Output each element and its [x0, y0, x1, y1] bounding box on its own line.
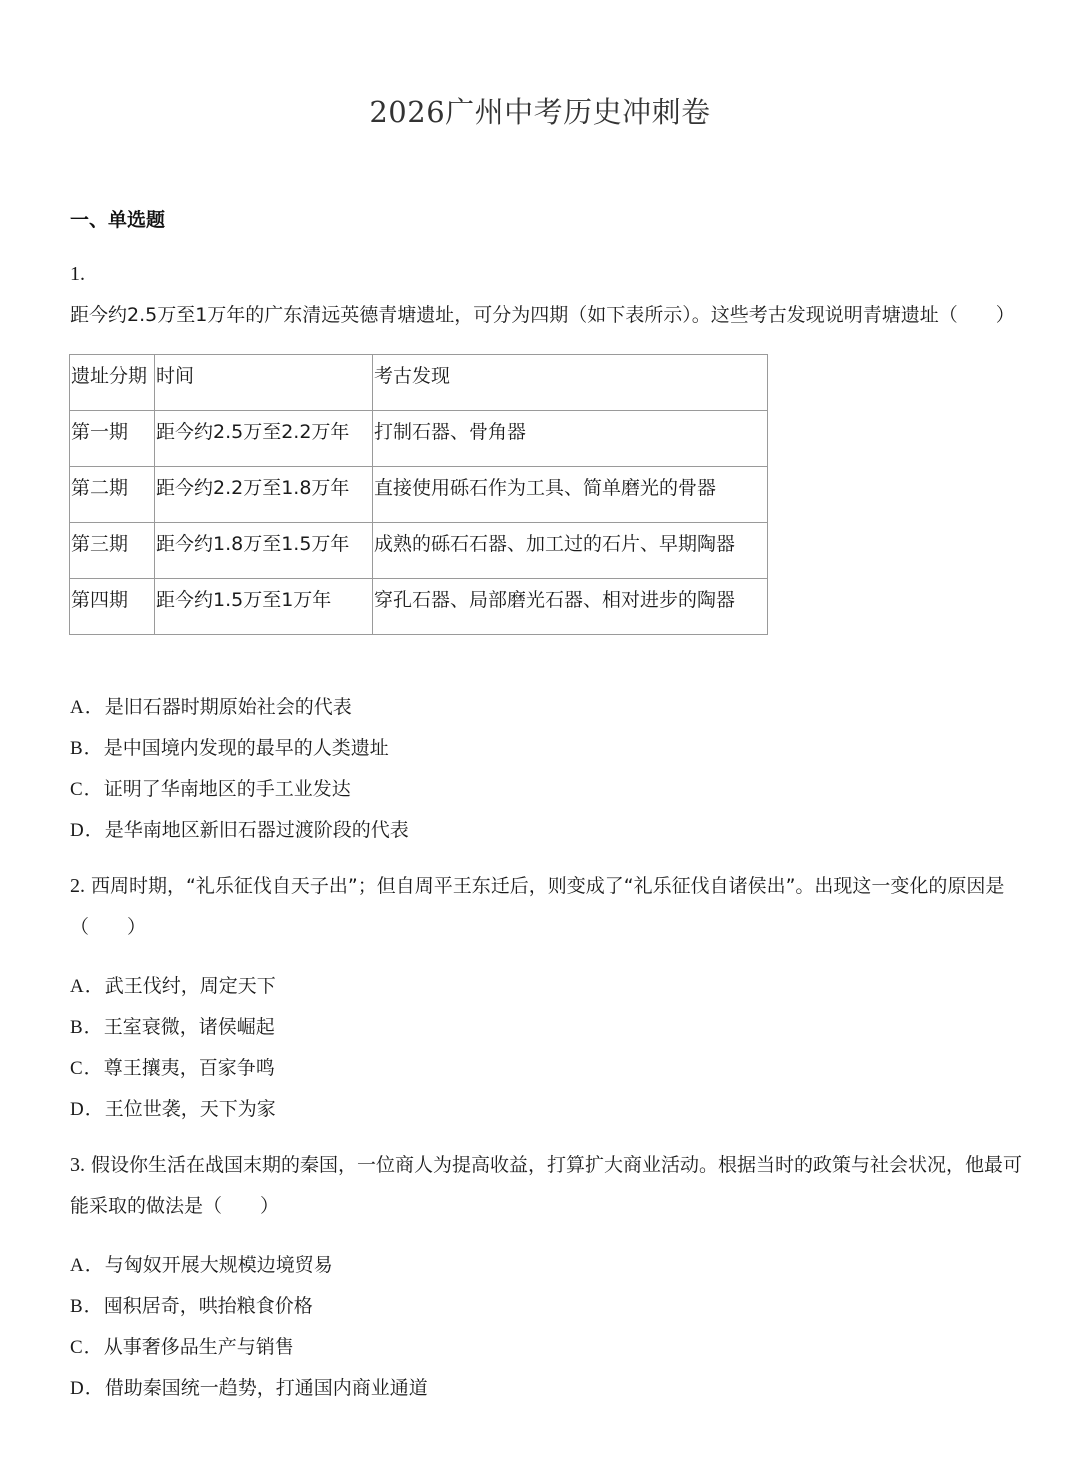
option-text: 囤积居奇，哄抬粮食价格 — [103, 1295, 313, 1317]
page-title: 2026广州中考历史冲刺卷 — [369, 95, 711, 129]
table-cell: 距今约2.5万至2.2万年 — [155, 411, 373, 467]
option-d[interactable] — [70, 1094, 1030, 1125]
option-letter: B． — [70, 1296, 104, 1317]
option-text: 是旧石器时期原始社会的代表 — [104, 696, 352, 718]
table-cell: 第四期 — [70, 579, 155, 635]
option-a[interactable] — [70, 1250, 1030, 1281]
table-row — [70, 579, 768, 635]
option-letter: A． — [70, 976, 105, 997]
table-cell: 第一期 — [70, 411, 155, 467]
table-cell: 距今约1.8万至1.5万年 — [155, 523, 373, 579]
table-row — [70, 467, 768, 523]
option-b[interactable] — [70, 1012, 1030, 1043]
option-a[interactable] — [70, 692, 1030, 723]
question-2 — [70, 866, 1035, 948]
table-header-cell: 时间 — [155, 355, 373, 411]
option-c[interactable] — [70, 1332, 1030, 1363]
question-text: 西周时期，“礼乐征伐自天子出”；但自周平王东迁后，则变成了“礼乐征伐自诸侯出”。出现这一变化的原因是（ ） — [70, 875, 1005, 938]
option-text: 借助秦国统一趋势，打通国内商业通道 — [104, 1377, 428, 1399]
option-letter: A． — [70, 1255, 105, 1276]
option-text: 武王伐纣，周定天下 — [104, 975, 276, 997]
question-text: 假设你生活在战国末期的秦国，一位商人为提高收益，打算扩大商业活动。根据当时的政策与社会状况，他最可能采取的做法是（ ） — [70, 1154, 1023, 1217]
table-cell: 穿孔石器、局部磨光石器、相对进步的陶器 — [373, 579, 768, 635]
table-header-cell: 考古发现 — [373, 355, 768, 411]
question-number: 2. — [70, 875, 85, 897]
question-text: 距今约2.5万至1万年的广东清远英德青塘遗址，可分为四期（如下表所示）。这些考古发现说明青塘遗址（ ） — [70, 304, 1015, 326]
question-number: 3. — [70, 1154, 85, 1176]
option-a[interactable] — [70, 971, 1030, 1002]
option-letter: A． — [70, 697, 105, 718]
table-cell: 直接使用砾石作为工具、简单磨光的骨器 — [373, 467, 768, 523]
question-1 — [70, 254, 1035, 336]
table-header-row — [70, 355, 768, 411]
option-text: 与匈奴开展大规模边境贸易 — [104, 1254, 333, 1276]
option-text: 王位世袭，天下为家 — [104, 1098, 276, 1120]
option-letter: B． — [70, 1017, 104, 1038]
option-letter: C． — [70, 1337, 104, 1358]
option-letter: B． — [70, 738, 104, 759]
option-b[interactable] — [70, 733, 1030, 764]
table-cell: 距今约2.2万至1.8万年 — [155, 467, 373, 523]
table-cell: 第二期 — [70, 467, 155, 523]
option-d[interactable] — [70, 1373, 1030, 1404]
option-c[interactable] — [70, 774, 1030, 805]
option-d[interactable] — [70, 815, 1030, 846]
option-text: 王室衰微，诸侯崛起 — [103, 1016, 275, 1038]
option-text: 是华南地区新旧石器过渡阶段的代表 — [104, 819, 409, 841]
section-heading: 一、单选题 — [70, 209, 166, 231]
table-row — [70, 411, 768, 467]
option-text: 证明了华南地区的手工业发达 — [103, 778, 351, 800]
question-3 — [70, 1145, 1035, 1227]
option-letter: C． — [70, 779, 104, 800]
table-cell: 距今约1.5万至1万年 — [155, 579, 373, 635]
table-cell: 成熟的砾石石器、加工过的石片、早期陶器 — [373, 523, 768, 579]
table-cell: 第三期 — [70, 523, 155, 579]
option-c[interactable] — [70, 1053, 1030, 1084]
table-cell: 打制石器、骨角器 — [373, 411, 768, 467]
option-text: 尊王攘夷，百家争鸣 — [103, 1057, 275, 1079]
option-text: 是中国境内发现的最早的人类遗址 — [103, 737, 389, 759]
option-letter: D． — [70, 1099, 105, 1120]
option-letter: D． — [70, 1378, 105, 1399]
option-text: 从事奢侈品生产与销售 — [103, 1336, 294, 1358]
question-number: 1. — [70, 263, 85, 285]
site-periods-table — [69, 354, 768, 635]
option-letter: D． — [70, 820, 105, 841]
option-b[interactable] — [70, 1291, 1030, 1322]
option-letter: C． — [70, 1058, 104, 1079]
table-header-cell: 遗址分期 — [70, 355, 155, 411]
table-row — [70, 523, 768, 579]
